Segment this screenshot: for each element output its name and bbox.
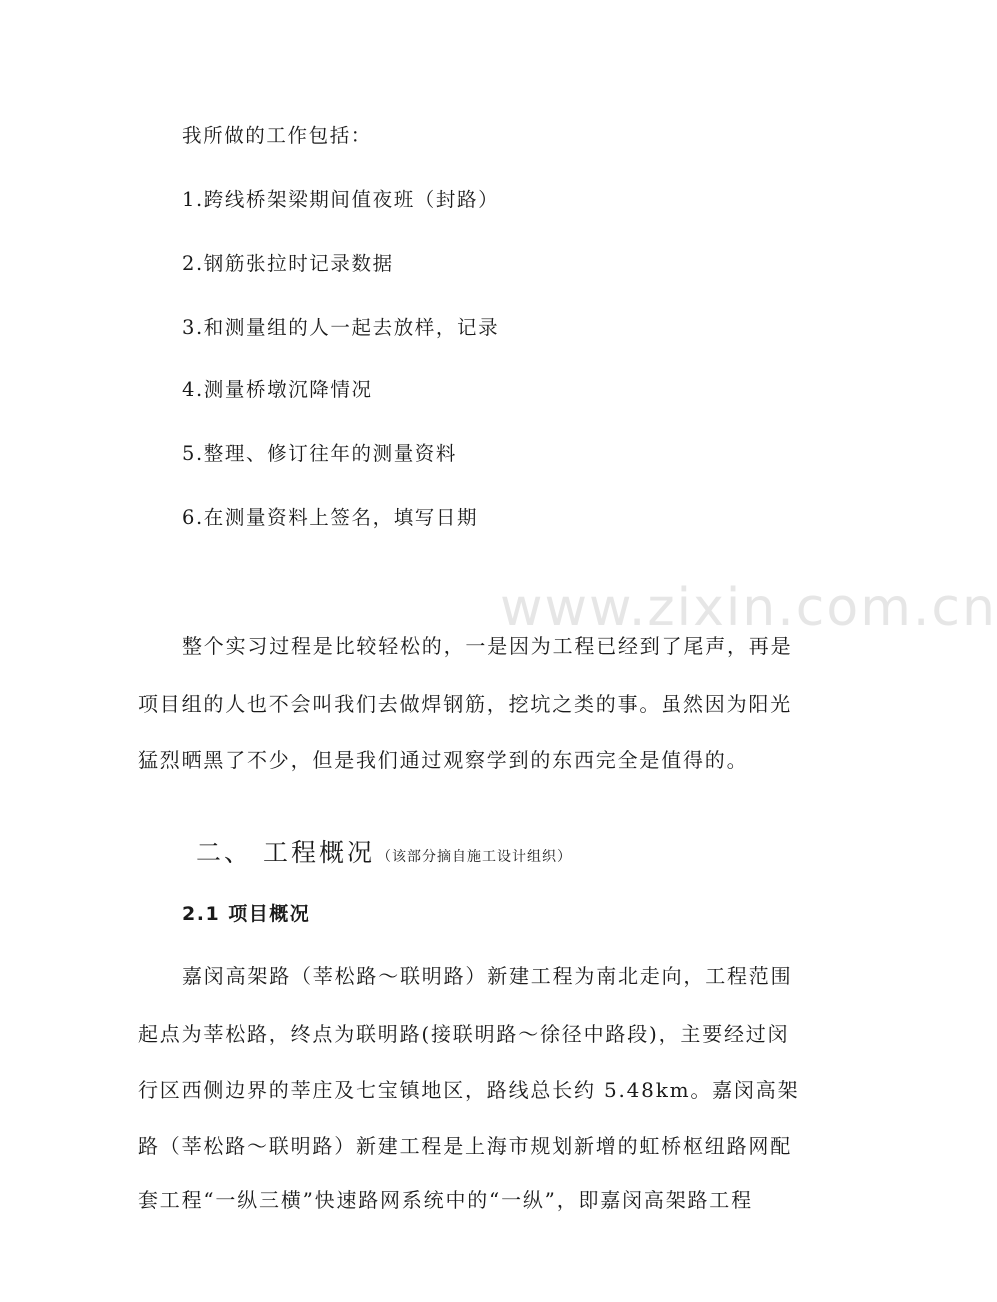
overview-line-5: 套工程“一纵三横”快速路网系统中的“一纵”，即嘉闵高架路工程 (138, 1188, 753, 1212)
work-item-4: 4.测量桥墩沉降情况 (182, 378, 373, 401)
work-item-6: 6.在测量资料上签名，填写日期 (182, 506, 479, 529)
work-item-3: 3.和测量组的人一起去放样，记录 (182, 316, 500, 339)
section-note: （该部分摘自施工设计组织） (376, 849, 572, 865)
work-item-5: 5.整理、修订往年的测量资料 (182, 442, 458, 465)
section-heading (196, 836, 572, 874)
overview-line-1: 嘉闵高架路（莘松路～联明路）新建工程为南北走向，工程范围 (182, 964, 793, 988)
section-title: 二、 工程概况 (196, 838, 375, 867)
subsection-title: 2.1 项目概况 (182, 903, 311, 925)
overview-line-4: 路（莘松路～联明路）新建工程是上海市规划新增的虹桥枢纽路网配 (138, 1134, 792, 1158)
overview-line-3: 行区西侧边界的莘庄及七宝镇地区，路线总长约 5.48km。嘉闵高架 (138, 1078, 800, 1102)
summary-line-3: 猛烈晒黑了不少，但是我们通过观察学到的东西完全是值得的。 (138, 748, 749, 772)
summary-line-1: 整个实习过程是比较轻松的，一是因为工程已经到了尾声，再是 (182, 634, 793, 658)
intro-text: 我所做的工作包括： (182, 124, 372, 147)
overview-line-2: 起点为莘松路，终点为联明路(接联明路～徐径中路段)，主要经过闵 (138, 1022, 790, 1046)
work-item-2: 2.钢筋张拉时记录数据 (182, 252, 394, 275)
summary-line-2: 项目组的人也不会叫我们去做焊钢筋，挖坑之类的事。虽然因为阳光 (138, 692, 792, 716)
watermark: www.zixin.com.cn (500, 578, 997, 638)
work-item-1: 1.跨线桥架梁期间值夜班（封路） (182, 188, 500, 211)
